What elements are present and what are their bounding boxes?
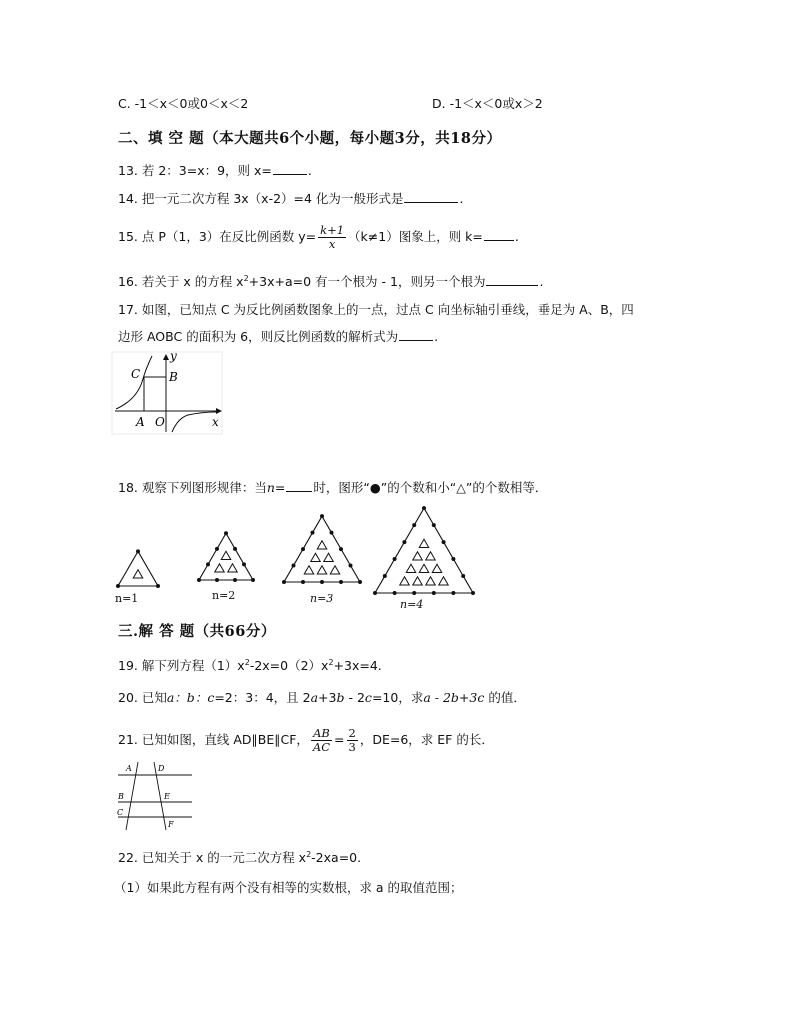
dot — [224, 531, 228, 535]
question-22: 22. 已知关于 x 的一元二次方程 $x^2-2xa=0$. — [118, 849, 362, 865]
small-triangle — [221, 551, 231, 559]
option-d: D. -1＜x＜0或x＞2 — [432, 96, 543, 111]
question-19: 19. 解下列方程$(1)x^2-2x=0(2)x^2+3x=4$. — [118, 657, 382, 673]
label-d: D — [158, 764, 165, 773]
small-triangle — [413, 577, 423, 585]
dot — [412, 591, 416, 595]
dot — [233, 547, 237, 551]
question-15: 15. 点 P（1，3）在反比例函数 y= $\frac{k+1}{x}$ （k≠1）图象上，则 k= . — [118, 223, 519, 251]
small-triangle — [426, 552, 436, 560]
parallel-lines-figure — [116, 760, 194, 832]
outer-triangle — [375, 508, 473, 593]
small-triangle — [400, 577, 410, 585]
small-triangle — [133, 570, 143, 578]
dot — [393, 591, 397, 595]
section-2-title: 二、填 空 题（本大题共6个小题，每小题3分，共18分） — [118, 130, 502, 147]
label-b: B — [169, 370, 178, 384]
outer-triangle — [199, 533, 253, 580]
answer-blank — [286, 479, 312, 492]
answer-blank — [399, 328, 433, 341]
label-c: C — [117, 808, 124, 817]
label-o: O — [155, 415, 165, 429]
dot — [349, 564, 353, 568]
answer-blank — [404, 190, 458, 203]
dot — [301, 580, 305, 584]
dot — [471, 591, 475, 595]
small-triangle — [317, 541, 327, 549]
dot — [422, 506, 426, 510]
small-triangle — [426, 577, 436, 585]
label-n1: n=1 — [115, 592, 139, 605]
dot — [242, 562, 246, 566]
question-16: 16. 若关于 x 的方程 $x^2+3x+a=0$ 有一个根为 - 1，则另一个根为 . — [118, 273, 544, 289]
label-n4: n=4 — [400, 598, 424, 611]
dot — [339, 547, 343, 551]
dot — [442, 540, 446, 544]
label-c: C — [131, 367, 141, 381]
dot — [311, 531, 315, 535]
dot — [301, 547, 305, 551]
small-triangle — [215, 564, 225, 572]
small-triangle — [330, 566, 340, 574]
answer-blank — [273, 162, 307, 175]
small-triangle — [419, 539, 429, 547]
outer-triangle — [118, 551, 158, 586]
dot — [383, 574, 387, 578]
label-a: A — [126, 764, 132, 773]
dot — [320, 580, 324, 584]
question-13: 13. 若 2：3=x：9，则 x= . — [118, 163, 312, 178]
small-triangle — [419, 564, 429, 572]
dot — [330, 531, 334, 535]
label-n2: n=2 — [212, 589, 236, 602]
small-triangle — [413, 552, 423, 560]
dot — [451, 591, 455, 595]
dot — [373, 591, 377, 595]
dot — [461, 574, 465, 578]
triangle-pattern-figure — [110, 500, 470, 612]
label-a: A — [136, 415, 145, 429]
dot — [358, 580, 362, 584]
dot — [197, 578, 201, 582]
dot — [432, 523, 436, 527]
fraction-2-3: $\frac{2}{3}$ — [348, 726, 356, 754]
small-triangle — [324, 553, 334, 561]
dot — [412, 523, 416, 527]
option-c: C. -1＜x＜0或0＜x＜2 — [118, 96, 249, 111]
small-triangle — [439, 577, 449, 585]
dot — [432, 591, 436, 595]
dot — [136, 549, 140, 553]
dot — [402, 540, 406, 544]
dot — [156, 584, 160, 588]
dot — [451, 557, 455, 561]
dot — [206, 562, 210, 566]
dot — [320, 514, 324, 518]
question-21: 21. 已知如图，直线 AD∥BE∥CF， $\frac{AB}{AC}$ = $\frac{2}{3}$ ，DE=6，求 EF 的长． — [118, 726, 494, 754]
fraction: $\frac{k+1}{x}$ — [320, 223, 345, 251]
question-17-line-1: 17. 如图，已知点 C 为反比例函数图象上的一点，过点 C 向坐标轴引垂线，垂足为 A、B，四 — [118, 302, 634, 317]
dot — [339, 580, 343, 584]
dot — [251, 578, 255, 582]
question-14: 14. 把一元二次方程 3x（x-2）=4 化为一般形式是 . — [118, 191, 464, 206]
question-22-part-1: （1）如果此方程有两个没有相等的实数根，求 a 的取值范围； — [114, 880, 463, 895]
dot — [215, 578, 219, 582]
small-triangle — [311, 553, 321, 561]
section-3-title: 三.解 答 题（共66分） — [118, 623, 276, 640]
inverse-function-figure — [112, 349, 222, 434]
label-f: F — [168, 820, 174, 829]
small-triangle — [304, 566, 314, 574]
dot — [282, 580, 286, 584]
label-b: B — [118, 792, 124, 801]
small-triangle — [406, 564, 416, 572]
question-20: 20. 已知a：b：c=2：3：4，且 2a+3b - 2c=10，求a - 2b+3c 的值． — [118, 690, 526, 705]
fraction-ab-ac: $\frac{AB}{AC}$ — [312, 726, 331, 754]
label-e: E — [164, 792, 170, 801]
label-n3: n=3 — [310, 592, 334, 605]
dot — [233, 578, 237, 582]
dot — [215, 547, 219, 551]
dot — [116, 584, 120, 588]
answer-blank — [484, 228, 514, 241]
answer-blank — [486, 273, 538, 286]
dot — [292, 564, 296, 568]
dot — [393, 557, 397, 561]
question-17-line-2: 边形 AOBC 的面积为 6，则反比例函数的解析式为 . — [118, 329, 439, 344]
small-triangle — [317, 566, 327, 574]
label-x: x — [212, 415, 219, 429]
small-triangle — [432, 564, 442, 572]
label-y: y — [170, 349, 177, 363]
question-18: 18. 观察下列图形规律：当n= 时，图形“●”的个数和小“△”的个数相等． — [118, 480, 548, 495]
small-triangle — [228, 564, 238, 572]
